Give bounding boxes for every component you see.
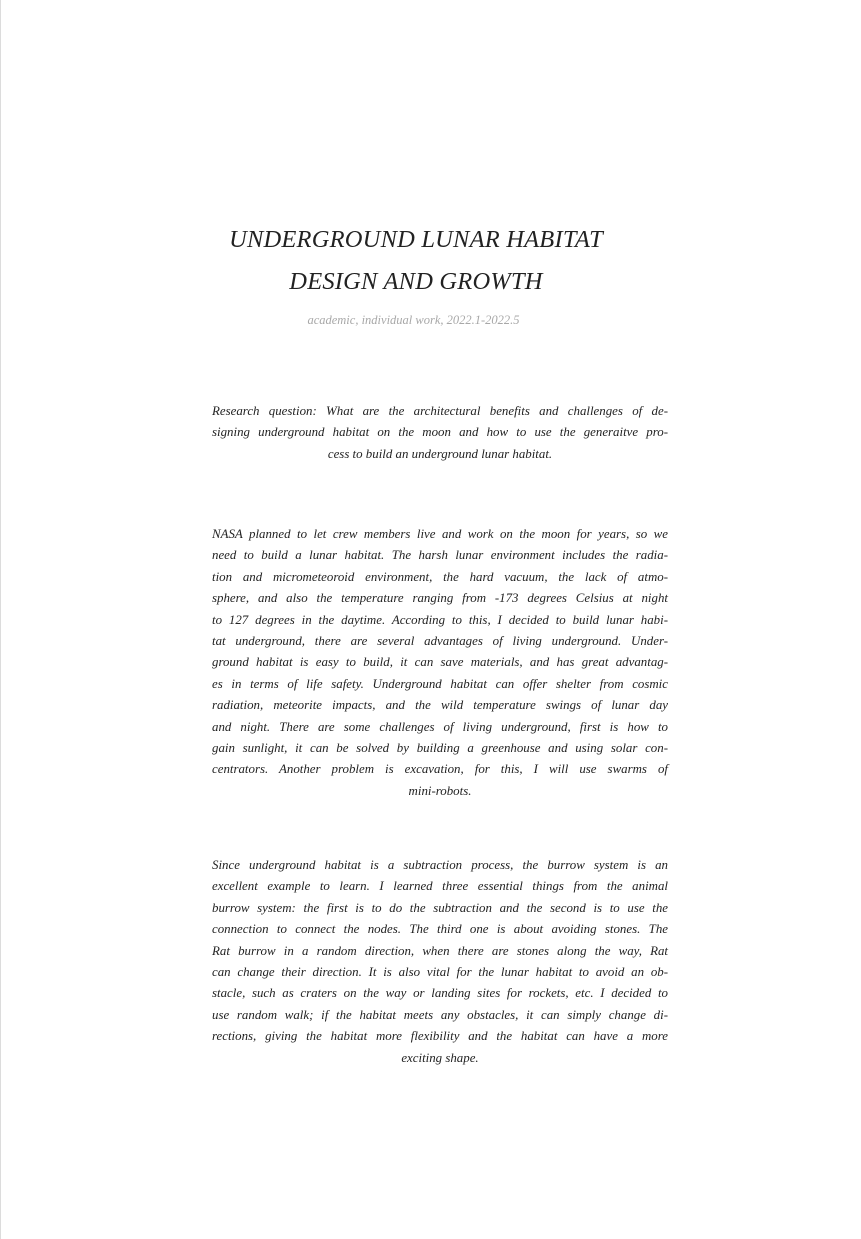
research-question-paragraph bbox=[212, 401, 668, 465]
text-line: centrators. Another problem is excavation, for this, I will use swarms of bbox=[212, 762, 668, 777]
text-line: ground habitat is easy to build, it can save materials, and has great advantag- bbox=[212, 655, 668, 670]
text-line: sphere, and also the temperature ranging from -173 degrees Celsius at night bbox=[212, 591, 668, 606]
text-line: tion and micrometeoroid environment, the hard vacuum, the lack of atmo- bbox=[212, 569, 668, 584]
text-line: cess to build an underground lunar habitat. bbox=[327, 446, 553, 461]
page-title-line-1: UNDERGROUND LUNAR HABITAT bbox=[229, 226, 603, 253]
project-subtitle: academic, individual work, 2022.1-2022.5 bbox=[307, 313, 520, 327]
text-line: NASA planned to let crew members live and work on the moon for years, so we bbox=[212, 527, 668, 541]
text-line: excellent example to learn. I learned three essential things from the animal bbox=[212, 879, 668, 894]
text-line: signing underground habitat on the moon and how to use the generaitve pro- bbox=[212, 425, 668, 440]
text-line: connection to connect the nodes. The third one is about avoiding stones. The bbox=[212, 922, 668, 937]
page-edge bbox=[0, 0, 1, 1239]
text-line: tat underground, there are several advantages of living underground. Under- bbox=[212, 633, 668, 648]
text-line: to 127 degrees in the daytime. According to this, I decided to build lunar habi- bbox=[212, 612, 668, 627]
text-line: mini-robots. bbox=[408, 783, 472, 798]
text-line: stacle, such as craters on the way or landing sites for rockets, etc. I decided to bbox=[212, 986, 668, 1001]
burrow-system-paragraph bbox=[212, 855, 668, 1069]
text-line: es in terms of life safety. Underground habitat can offer shelter from cosmic bbox=[212, 676, 668, 691]
text-line: Research question: What are the architectural benefits and challenges of de- bbox=[212, 404, 668, 418]
text-line: can change their direction. It is also vital for the lunar habitat to avoid an ob- bbox=[212, 964, 668, 979]
text-line: exciting shape. bbox=[401, 1050, 479, 1065]
text-line: rections, giving the habitat more flexibility and the habitat can have a more bbox=[212, 1029, 668, 1044]
text-line: Since underground habitat is a subtraction process, the burrow system is an bbox=[212, 858, 668, 872]
text-line: radiation, meteorite impacts, and the wild temperature swings of lunar day bbox=[212, 698, 668, 713]
text-line: use random walk; if the habitat meets any obstacles, it can simply change di- bbox=[212, 1007, 668, 1022]
text-line: and night. There are some challenges of living underground, first is how to bbox=[212, 719, 668, 734]
text-line: gain sunlight, it can be solved by building a greenhouse and using solar con- bbox=[212, 740, 668, 755]
text-line: burrow system: the first is to do the subtraction and the second is to use the bbox=[212, 900, 668, 915]
text-line: Rat burrow in a random direction, when there are stones along the way, Rat bbox=[212, 943, 668, 958]
text-line: need to build a lunar habitat. The harsh lunar environment includes the radia- bbox=[212, 548, 668, 563]
page-title-line-2: DESIGN AND GROWTH bbox=[289, 268, 543, 295]
nasa-habitat-paragraph bbox=[212, 524, 668, 802]
